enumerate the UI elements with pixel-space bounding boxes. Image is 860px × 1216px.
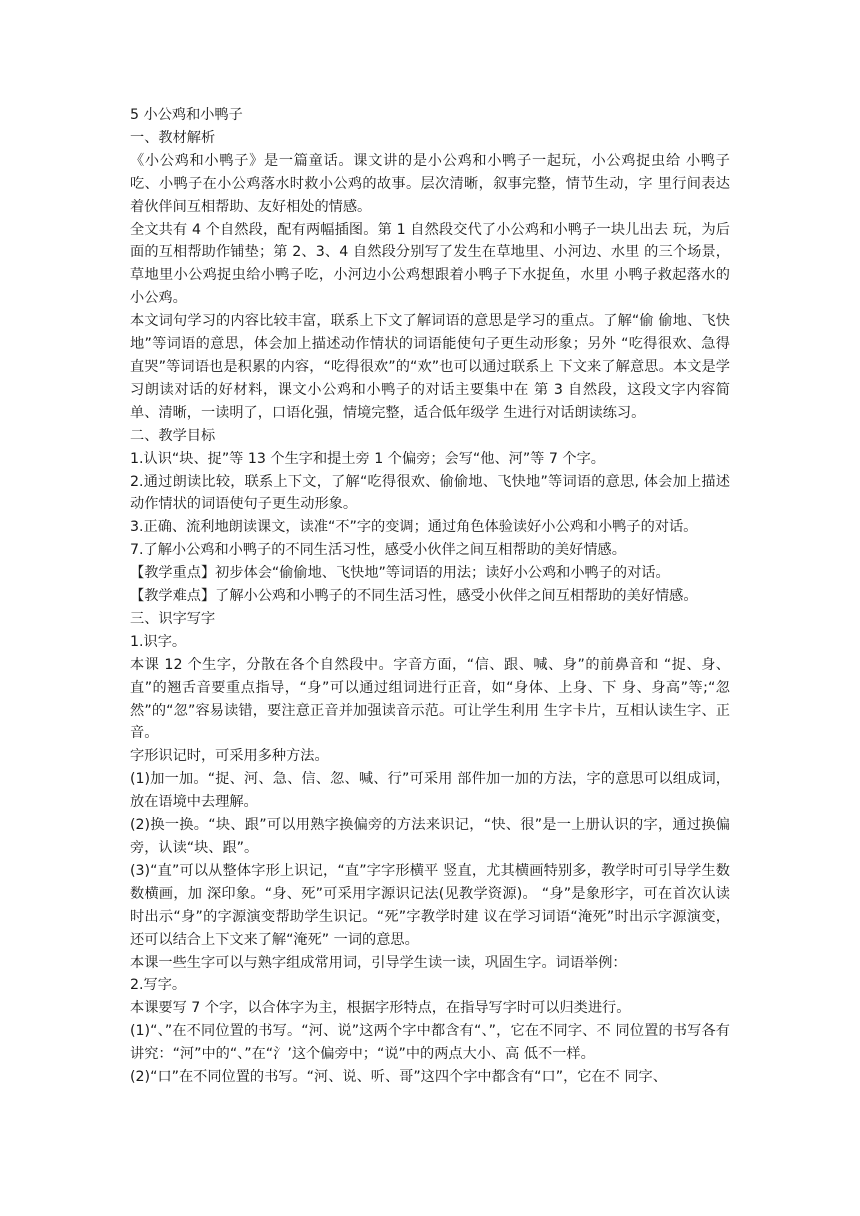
paragraph: 本课一些生字可以与熟字组成常用词，引导学生读一读，巩固生字。词语举例： (130, 954, 627, 971)
goal-item: 3.正确、流利地朗读课文，读准“不”字的变调；通过角色体验读好小公鸡和小鸭子的对话。 (130, 519, 698, 536)
paragraph: 《小公鸡和小鸭子》是一篇童话。课文讲的是小公鸡和小鸭子一起玩，小公鸡捉虫给 小鸭子吃、小鸭子在小公鸡落水时救小公鸡的故事。层次清晰，叙事完整，情节生动，字 里行间表达着伙伴间互相帮助、友好相处的情感。 (130, 152, 730, 215)
subheading: 1.识字。 (130, 633, 187, 650)
goal-item: 7.了解小公鸡和小鸭子的不同生活习性，感受小伙伴之间互相帮助的美好情感。 (130, 542, 626, 559)
lesson-title: 5 小公鸡和小鸭子 (130, 107, 243, 123)
difficult-point: 【教学难点】了解小公鸡和小鸭子的不同生活习性，感受小伙伴之间互相帮助的美好情感。 (130, 588, 698, 605)
goal-item: 2.通过朗读比较，联系上下文，了解“吃得很欢、偷偷地、飞快地”等词语的意思, 体会加上描述动作情状的词语使句子更生动形象。 (130, 473, 730, 513)
section-heading: 二、教学目标 (130, 427, 216, 444)
paragraph: (3)“直”可以从整体字形上识记，“直”字字形横平 竖直，尤其横画特别多，教学时可引导学生数数横画，加 深印象。“身、死”可采用字源识记法(见教学资源)。 “身”是象形字，可在首次认读时出示“身”的字源演变帮助学生识记。“死”字教学时建 议在学习词语“淹死”时出示字源演变，还可以结合上下文来了解“淹死” 一词的意思。 (130, 862, 730, 948)
paragraph: 字形识记时，可采用多种方法。 (130, 748, 329, 765)
subheading: 2.写字。 (130, 977, 187, 994)
paragraph: 全文共有 4 个自然段，配有两幅插图。第 1 自然段交代了小公鸡和小鸭子一块儿出去 玩，为后面的互相帮助作铺垫；第 2、3、4 自然段分别写了发生在草地里、小河边、水里 的三个场景，草地里小公鸡捉虫给小鸭子吃，小河边小公鸡想跟着小鸭子下水捉鱼，水里 小鸭子救起落水的小公鸡。 (130, 221, 730, 307)
section-heading: 三、识字写字 (130, 610, 216, 627)
paragraph: 本课要写 7 个字，以合体字为主，根据字形特点，在指导写字时可以归类进行。 (130, 1000, 631, 1017)
paragraph: 本文词句学习的内容比较丰富，联系上下文了解词语的意思是学习的重点。了解“偷 偷地、飞快地”等词语的意思，体会加上描述动作情状的词语能使句子更生动形象；另外 “吃得很欢、急得直哭”等词语也是积累的内容，“吃得很欢”的“欢”也可以通过联系上 下文来了解意思。本文是学习朗读对话的好材料，课文小公鸡和小鸭子的对话主要集中在 第 3 自然段，这段文字内容简单、清晰，一读明了，口语化强，情境完整，适合低年级学 生进行对话朗读练习。 (130, 313, 730, 421)
paragraph: 本课 12 个生字，分散在各个自然段中。字音方面，“信、跟、喊、身”的前鼻音和 “捉、身、直”的翘舌音要重点指导，“身”可以通过组词进行正音，如“身体、上身、下 身、身高”等;“忽然”的“忽”容易读错，要注意正音并加强读音示范。可让学生利用 生字卡片，互相认读生字、正音。 (130, 656, 730, 742)
paragraph: (2)“口”在不同位置的书写。“河、说、听、哥”这四个字中都含有“口”，它在不 同字、 (130, 1069, 667, 1086)
paragraph: (1)加一加。“捉、河、急、信、忽、喊、行”可采用 部件加一加的方法，字的意思可以组成词，放在语境中去理解。 (130, 771, 730, 811)
paragraph: (2)换一换。“块、跟”可以用熟字换偏旁的方法来识记，“快、很”是一上册认识的字，通过换偏旁，认读“块、跟”。 (130, 817, 730, 856)
key-point: 【教学重点】初步体会“偷偷地、飞快地”等词语的用法；读好小公鸡和小鸭子的对话。 (130, 565, 670, 582)
paragraph: (1)“、”在不同位置的书写。“河、说”这两个字中都含有“、”，它在不同字、不 同位置的书写各有讲究：“河”中的“、”在“氵’这个偏旁中；“说”中的两点大小、高 低不一样。 (130, 1023, 730, 1063)
section-heading: 一、教材解析 (130, 129, 216, 146)
document-body (130, 104, 730, 1089)
goal-item: 1.认识“块、捉”等 13 个生字和提土旁 1 个偏旁；会写“他、河”等 7 个字。 (130, 450, 605, 467)
